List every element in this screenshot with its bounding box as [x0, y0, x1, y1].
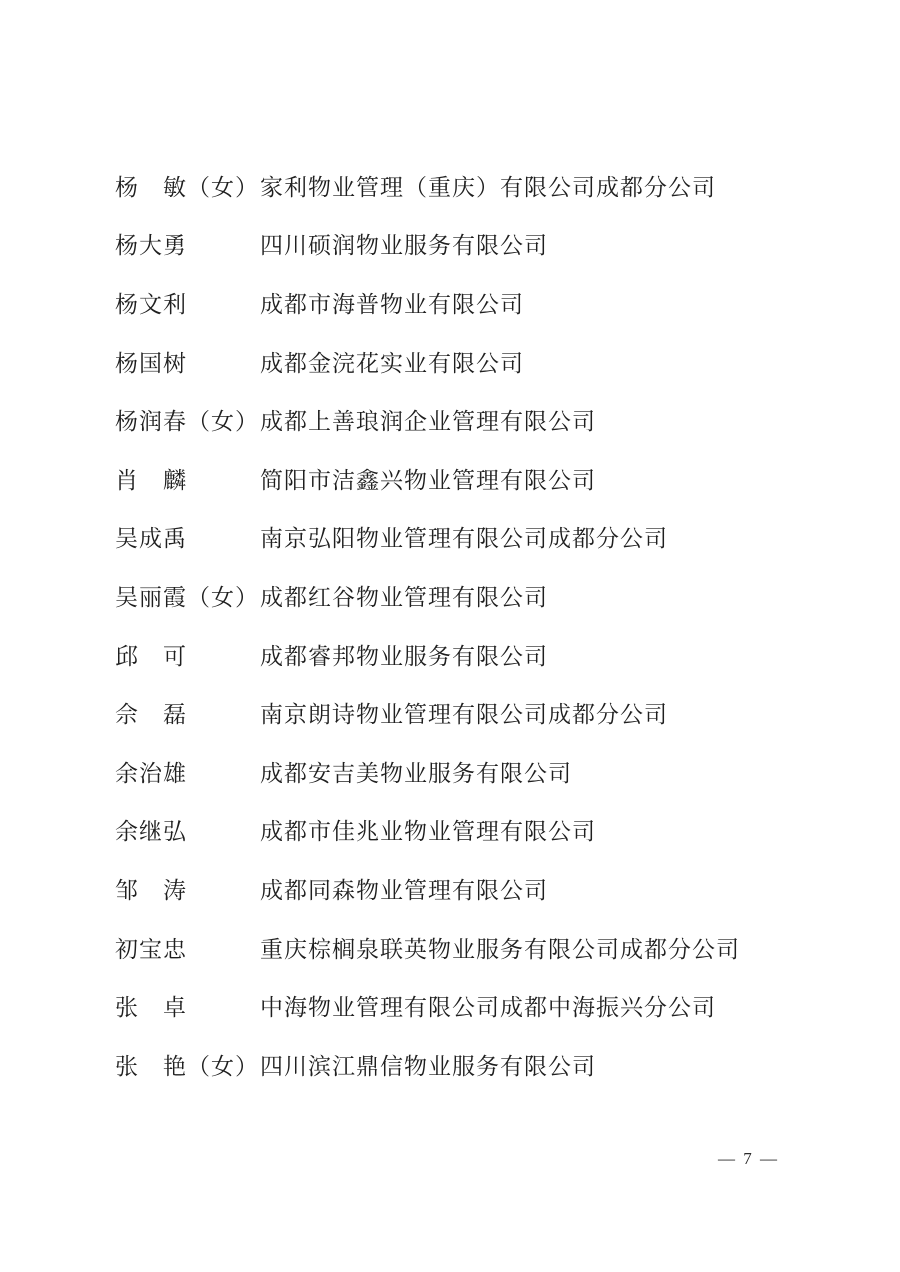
person-name: 初宝忠	[115, 936, 187, 962]
person-name: 杨润春	[115, 409, 187, 435]
company-name: 简阳市洁鑫兴物业管理有限公司	[260, 467, 596, 493]
roster-row	[115, 742, 740, 801]
company-name: 家利物业管理（重庆）有限公司成都分公司	[260, 174, 716, 200]
roster-row	[115, 215, 740, 274]
roster-row	[115, 508, 740, 567]
company-name: 成都市佳兆业物业管理有限公司	[260, 819, 596, 845]
roster-row	[115, 449, 740, 508]
company-name: 成都安吉美物业服务有限公司	[260, 760, 572, 786]
company-name: 成都上善琅润企业管理有限公司	[260, 409, 596, 435]
company-name: 四川滨江鼎信物业服务有限公司	[260, 1053, 596, 1079]
person-name: 余治雄	[115, 760, 187, 786]
person-name: 邱 可	[115, 643, 187, 669]
company-name: 成都睿邦物业服务有限公司	[260, 643, 548, 669]
person-name: 余继弘	[115, 819, 187, 845]
roster-row	[115, 859, 740, 918]
person-name: 邹 涛	[115, 877, 187, 903]
roster-row	[115, 332, 740, 391]
roster-row	[115, 625, 740, 684]
person-name: 杨文利	[115, 291, 187, 317]
roster-row	[115, 976, 740, 1035]
company-name: 成都市海普物业有限公司	[260, 291, 524, 317]
person-name: 肖 麟	[115, 467, 187, 493]
page-number: — 7 —	[718, 1149, 779, 1168]
company-name: 南京弘阳物业管理有限公司成都分公司	[260, 526, 668, 552]
roster-list	[115, 156, 740, 1094]
gender-note: （女）	[187, 584, 259, 610]
roster-row	[115, 801, 740, 860]
person-name: 杨 敏	[115, 174, 187, 200]
roster-row	[115, 156, 740, 215]
roster-row	[115, 390, 740, 449]
company-name: 重庆棕榈泉联英物业服务有限公司成都分公司	[260, 936, 740, 962]
company-name: 中海物业管理有限公司成都中海振兴分公司	[260, 995, 716, 1021]
roster-row	[115, 683, 740, 742]
person-name: 吴成禹	[115, 526, 187, 552]
roster-row	[115, 566, 740, 625]
person-name: 杨大勇	[115, 233, 187, 259]
roster-row	[115, 918, 740, 977]
roster-row	[115, 273, 740, 332]
company-name: 成都红谷物业管理有限公司	[260, 584, 548, 610]
roster-row	[115, 1035, 740, 1094]
gender-note: （女）	[187, 1053, 259, 1079]
gender-note: （女）	[187, 409, 259, 435]
person-name: 佘 磊	[115, 702, 187, 728]
person-name: 杨国树	[115, 350, 187, 376]
gender-note: （女）	[187, 174, 259, 200]
company-name: 四川硕润物业服务有限公司	[260, 233, 548, 259]
company-name: 成都同森物业管理有限公司	[260, 877, 548, 903]
person-name: 张 卓	[115, 995, 187, 1021]
company-name: 南京朗诗物业管理有限公司成都分公司	[260, 702, 668, 728]
person-name: 吴丽霞	[115, 584, 187, 610]
company-name: 成都金浣花实业有限公司	[260, 350, 524, 376]
person-name: 张 艳	[115, 1053, 187, 1079]
